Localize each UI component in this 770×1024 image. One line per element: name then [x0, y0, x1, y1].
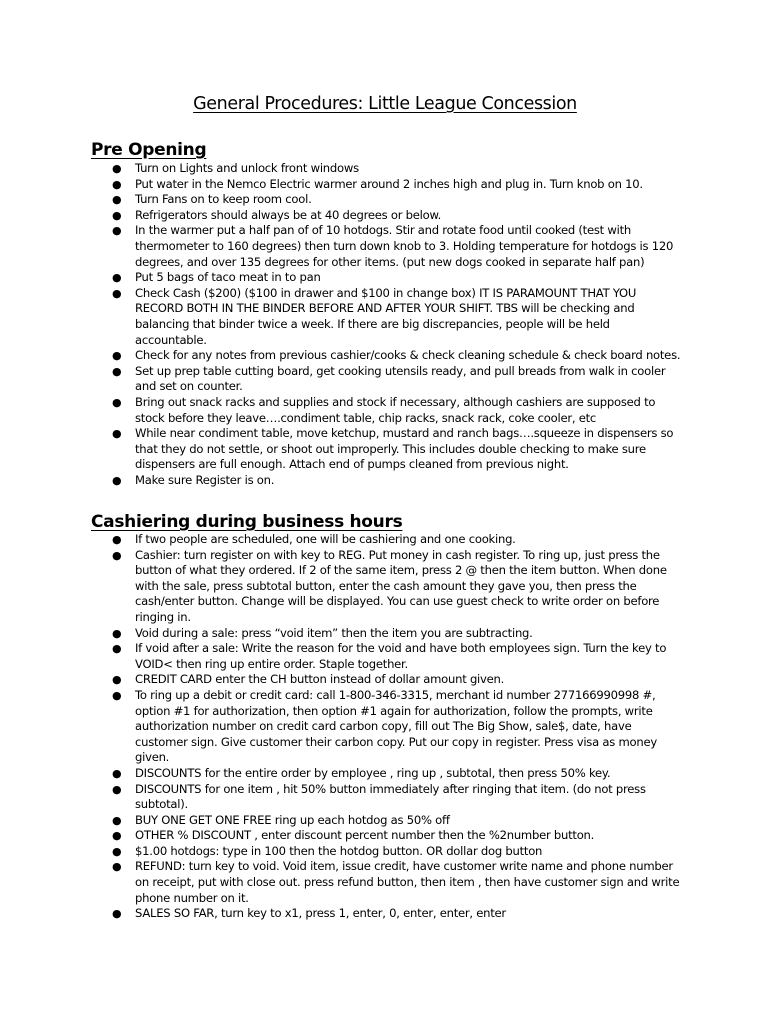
bullet-icon: ●: [112, 673, 122, 687]
bullet-icon: ●: [112, 642, 122, 656]
list-item-text: Void during a sale: press “void item” then the item you are subtracting.: [135, 625, 533, 640]
bullet-icon: ●: [112, 427, 122, 441]
list-item: [112, 766, 684, 782]
bullet-icon: ●: [112, 766, 122, 780]
bullet-icon: ●: [112, 177, 122, 191]
list-item-text: Refrigerators should always be at 40 degrees or below.: [135, 207, 442, 222]
list-item: [112, 395, 684, 426]
list-item: [112, 473, 684, 489]
list-item-text: Turn Fans on to keep room cool.: [135, 192, 312, 207]
list-item: [112, 782, 684, 813]
list-item: [112, 548, 684, 626]
list-item: [112, 532, 684, 548]
list-item-text: Turn on Lights and unlock front windows: [135, 161, 359, 175]
pre-opening-list: [112, 161, 684, 488]
list-item-text: Make sure Register is on.: [135, 472, 275, 487]
bullet-icon: ●: [112, 533, 122, 546]
list-item: [112, 844, 684, 860]
list-item: [112, 426, 684, 473]
list-item: [112, 828, 684, 844]
bullet-icon: ●: [112, 860, 122, 874]
bullet-icon: ●: [112, 844, 122, 858]
list-item-text: Set up prep table cutting board, get cooking utensils ready, and pull breads from walk in cooler and set on counter.: [135, 363, 666, 394]
bullet-icon: ●: [112, 626, 122, 640]
list-item-text: BUY ONE GET ONE FREE ring up each hotdog as 50% off: [135, 812, 450, 827]
bullet-icon: ●: [112, 349, 122, 363]
list-item-text: If two people are scheduled, one will be cashiering and one cooking.: [135, 532, 516, 546]
list-item-text: DISCOUNTS for one item , hit 50% button immediately after ringing that item. (do not press subtotal).: [135, 781, 646, 812]
bullet-icon: ●: [112, 473, 122, 487]
list-item: [112, 859, 684, 906]
list-item-text: DISCOUNTS for the entire order by employee , ring up , subtotal, then press 50% key.: [135, 765, 611, 780]
list-item: [112, 192, 684, 208]
list-item-text: REFUND: turn key to void. Void item, issue credit, have customer write name and phone number on receipt, put with close out. press refund button, then item , then have customer sign and write phone number on it.: [135, 859, 680, 905]
list-item-text: Bring out snack racks and supplies and stock if necessary, although cashiers are supposed to stock before they leave….condiment table, chip racks, snack rack, coke cooler, etc: [135, 394, 656, 425]
bullet-icon: ●: [112, 208, 122, 222]
list-item-text: If void after a sale: Write the reason for the void and have both employees sign. Turn the key to VOID< then ring up entire order. Staple together.: [135, 641, 667, 671]
list-item-text: In the warmer put a half pan of of 10 hotdogs. Stir and rotate food until cooked (test with thermometer to 160 degrees) then turn down knob to 3. Holding temperature for hotdogs is 120 degrees, and over 135 degrees for other items. (put new dogs cooked in separate half pan): [135, 223, 674, 269]
list-item: [112, 688, 684, 766]
bullet-icon: ●: [112, 782, 122, 796]
list-item: [112, 270, 684, 286]
list-item-text: To ring up a debit or credit card: call 1-800-346-3315, merchant id number 277166990998 #, option #1 for authorization, then option #1 again for authorization, follow the prompts, write authorization number on credit card carbon copy, fill out The Big Show, sale$, date, have customer sign. Give customer their carbon copy. Put our copy in register. Press visa as money given.: [135, 687, 657, 765]
list-item: [112, 672, 684, 688]
list-item: [112, 348, 684, 364]
list-item: [112, 208, 684, 224]
bullet-icon: ●: [112, 907, 122, 921]
list-item: [112, 641, 684, 672]
bullet-icon: ●: [112, 548, 122, 562]
cashiering-list: [112, 532, 684, 922]
bullet-icon: ●: [112, 193, 122, 207]
bullet-icon: ●: [112, 395, 122, 409]
list-item: [112, 364, 684, 395]
list-item: [112, 813, 684, 829]
list-item: [112, 286, 684, 348]
list-item: [112, 161, 684, 177]
list-item-text: Check for any notes from previous cashier/cooks & check cleaning schedule & check board notes.: [135, 348, 681, 363]
list-item-text: SALES SO FAR, turn key to x1, press 1, enter, 0, enter, enter, enter: [135, 906, 506, 921]
bullet-icon: ●: [112, 162, 122, 175]
list-item: [112, 906, 684, 922]
bullet-icon: ●: [112, 829, 122, 843]
bullet-icon: ●: [112, 688, 122, 702]
list-item-text: Put water in the Nemco Electric warmer around 2 inches high and plug in. Turn knob on 10.: [135, 176, 643, 191]
list-item-text: Cashier: turn register on with key to REG. Put money in cash register. To ring up, just press the button of what they ordered. If 2 of the same item, press 2 @ then the item button. When done with the sale, press subtotal button, enter the cash amount they gave you, then press the cash/enter button. Change will be displayed. You can use guest check to write order on before ringing in.: [135, 547, 667, 624]
list-item-text: While near condiment table, move ketchup, mustard and ranch bags….squeeze in dispensers so that they do not settle, or shoot out improperly. This includes double checking to make sure dispensers are full enough. Attach end of pumps cleaned from previous night.: [135, 426, 674, 472]
bullet-icon: ●: [112, 286, 122, 300]
list-item: [112, 223, 684, 270]
bullet-icon: ●: [112, 364, 122, 378]
list-item-text: Check Cash ($200) ($100 in drawer and $100 in change box) IT IS PARAMOUNT THAT YOU RECORD BOTH IN THE BINDER BEFORE AND AFTER YOUR SHIFT. TBS will be checking and balancing that binder twice a week. If there are big discrepancies, people will be held accountable.: [135, 285, 637, 347]
section-heading-cashiering: Cashiering during business hours: [91, 512, 403, 532]
list-item-text: Put 5 bags of taco meat in to pan: [135, 270, 321, 285]
bullet-icon: ●: [112, 813, 122, 827]
list-item: [112, 177, 684, 193]
bullet-icon: ●: [112, 224, 122, 238]
page-title: General Procedures: Little League Concession: [193, 94, 577, 114]
bullet-icon: ●: [112, 271, 122, 285]
list-item-text: CREDIT CARD enter the CH button instead of dollar amount given.: [135, 672, 505, 687]
list-item-text: $1.00 hotdogs: type in 100 then the hotdog button. OR dollar dog button: [135, 843, 543, 858]
list-item-text: OTHER % DISCOUNT , enter discount percent number then the %2number button.: [135, 828, 595, 843]
list-item: [112, 626, 684, 642]
section-heading-pre-opening: Pre Opening: [91, 140, 207, 160]
